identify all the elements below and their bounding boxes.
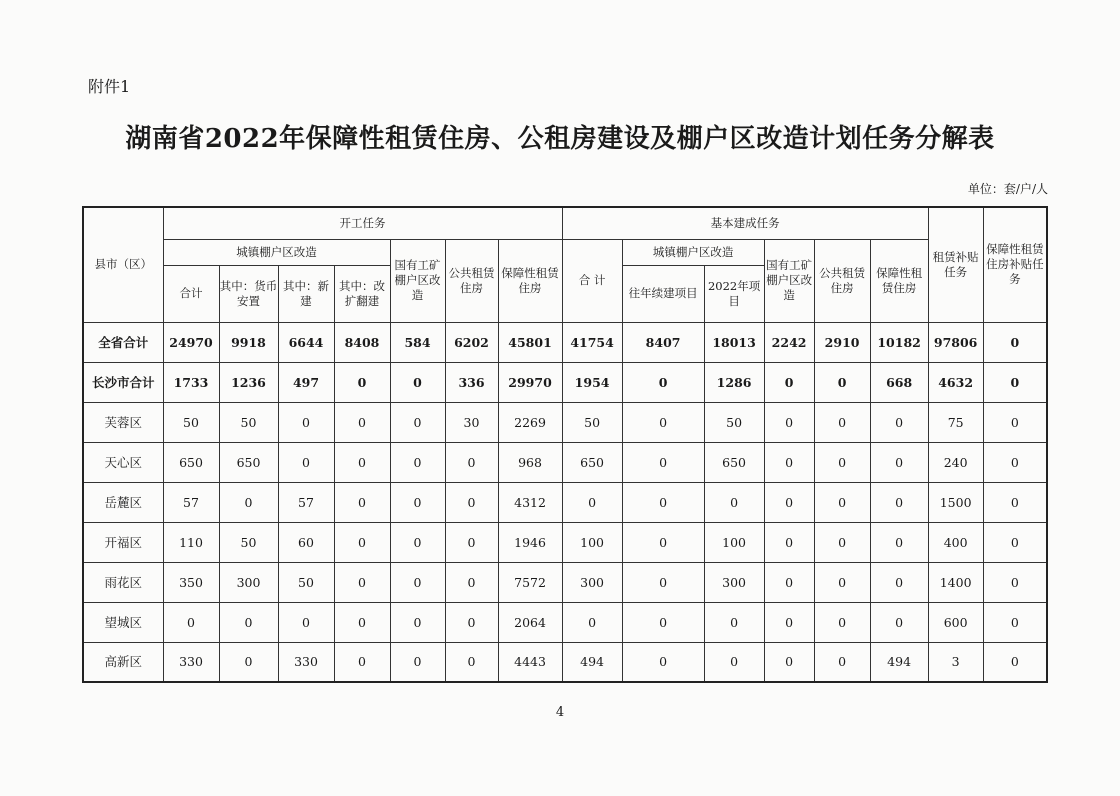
header-group-basic: 基本建成任务 <box>562 207 928 239</box>
cell: 300 <box>562 562 622 602</box>
cell: 650 <box>562 442 622 482</box>
cell: 1286 <box>704 362 764 402</box>
cell: 0 <box>334 642 390 682</box>
cell: 300 <box>704 562 764 602</box>
cell: 60 <box>278 522 334 562</box>
header-2022-projects: 2022年项目 <box>704 265 764 322</box>
cell: 0 <box>983 362 1047 402</box>
cell: 0 <box>445 642 498 682</box>
cell-region: 高新区 <box>83 642 163 682</box>
table-row <box>83 562 1047 602</box>
cell-region: 长沙市合计 <box>83 362 163 402</box>
cell: 0 <box>870 442 928 482</box>
table-row <box>83 362 1047 402</box>
cell: 0 <box>870 482 928 522</box>
cell: 584 <box>390 322 445 362</box>
cell: 6202 <box>445 322 498 362</box>
cell: 3 <box>928 642 983 682</box>
header-guarantee-basic: 保障性租赁住房 <box>870 239 928 322</box>
cell: 0 <box>219 642 278 682</box>
cell: 50 <box>163 402 219 442</box>
cell: 0 <box>983 522 1047 562</box>
cell: 50 <box>562 402 622 442</box>
cell: 110 <box>163 522 219 562</box>
cell: 1954 <box>562 362 622 402</box>
header-shanty-basic: 城镇棚户区改造 <box>622 239 764 265</box>
cell: 0 <box>764 482 814 522</box>
cell: 50 <box>278 562 334 602</box>
cell: 0 <box>814 362 870 402</box>
cell: 0 <box>445 522 498 562</box>
cell: 0 <box>870 602 928 642</box>
cell: 0 <box>562 482 622 522</box>
header-prev-projects: 往年续建项目 <box>622 265 704 322</box>
cell: 0 <box>390 562 445 602</box>
cell: 350 <box>163 562 219 602</box>
cell: 0 <box>278 602 334 642</box>
header-region: 县市（区） <box>83 207 163 322</box>
cell: 0 <box>814 442 870 482</box>
cell: 100 <box>704 522 764 562</box>
cell: 7572 <box>498 562 562 602</box>
cell: 0 <box>278 442 334 482</box>
cell: 0 <box>764 562 814 602</box>
cell: 45801 <box>498 322 562 362</box>
cell: 494 <box>870 642 928 682</box>
cell: 0 <box>983 642 1047 682</box>
table-body <box>83 322 1047 682</box>
header-rent-subsidy: 租赁补贴任务 <box>928 207 983 322</box>
cell: 0 <box>983 442 1047 482</box>
cell: 0 <box>622 442 704 482</box>
header-rebuild: 其中：改扩翻建 <box>334 265 390 322</box>
cell: 0 <box>764 402 814 442</box>
cell: 24970 <box>163 322 219 362</box>
cell: 9918 <box>219 322 278 362</box>
cell: 600 <box>928 602 983 642</box>
header-new: 其中：新建 <box>278 265 334 322</box>
cell: 0 <box>622 482 704 522</box>
cell-region: 望城区 <box>83 602 163 642</box>
cell: 0 <box>764 362 814 402</box>
cell: 29970 <box>498 362 562 402</box>
cell: 0 <box>334 562 390 602</box>
cell: 0 <box>814 562 870 602</box>
cell: 1733 <box>163 362 219 402</box>
cell: 0 <box>445 482 498 522</box>
cell: 75 <box>928 402 983 442</box>
cell: 0 <box>334 442 390 482</box>
cell: 0 <box>334 522 390 562</box>
cell: 0 <box>764 602 814 642</box>
cell: 968 <box>498 442 562 482</box>
cell: 6644 <box>278 322 334 362</box>
cell: 41754 <box>562 322 622 362</box>
header-guarantee-subsidy: 保障性租赁住房补贴任务 <box>983 207 1047 322</box>
cell: 8408 <box>334 322 390 362</box>
cell: 0 <box>983 482 1047 522</box>
cell-region: 开福区 <box>83 522 163 562</box>
cell: 300 <box>219 562 278 602</box>
cell: 0 <box>622 362 704 402</box>
cell: 100 <box>562 522 622 562</box>
cell: 1946 <box>498 522 562 562</box>
cell-region: 天心区 <box>83 442 163 482</box>
cell: 30 <box>445 402 498 442</box>
cell: 1400 <box>928 562 983 602</box>
cell: 4632 <box>928 362 983 402</box>
cell: 18013 <box>704 322 764 362</box>
cell: 336 <box>445 362 498 402</box>
cell-region: 芙蓉区 <box>83 402 163 442</box>
cell: 0 <box>390 522 445 562</box>
header-guarantee-start: 保障性租赁住房 <box>498 239 562 322</box>
header-group-start: 开工任务 <box>163 207 562 239</box>
cell: 2910 <box>814 322 870 362</box>
attachment-label: 附件1 <box>88 77 131 96</box>
cell: 0 <box>983 602 1047 642</box>
table-row <box>83 602 1047 642</box>
cell: 8407 <box>622 322 704 362</box>
cell: 0 <box>390 602 445 642</box>
cell: 650 <box>219 442 278 482</box>
cell-region: 雨花区 <box>83 562 163 602</box>
cell: 0 <box>814 602 870 642</box>
cell: 0 <box>870 402 928 442</box>
cell: 50 <box>219 402 278 442</box>
cell: 57 <box>278 482 334 522</box>
cell: 0 <box>445 602 498 642</box>
cell: 494 <box>562 642 622 682</box>
cell-region: 岳麓区 <box>83 482 163 522</box>
cell: 0 <box>390 642 445 682</box>
cell: 0 <box>983 562 1047 602</box>
cell: 0 <box>334 362 390 402</box>
cell: 0 <box>983 402 1047 442</box>
cell: 10182 <box>870 322 928 362</box>
cell: 2242 <box>764 322 814 362</box>
cell: 57 <box>163 482 219 522</box>
table-row <box>83 642 1047 682</box>
cell: 0 <box>870 562 928 602</box>
cell: 650 <box>704 442 764 482</box>
header-public-basic: 公共租赁住房 <box>814 239 870 322</box>
cell: 1500 <box>928 482 983 522</box>
cell: 497 <box>278 362 334 402</box>
cell: 330 <box>163 642 219 682</box>
task-breakdown-table <box>82 206 1048 683</box>
cell: 400 <box>928 522 983 562</box>
cell: 2269 <box>498 402 562 442</box>
cell: 0 <box>622 642 704 682</box>
header-basic-total: 合 计 <box>562 239 622 322</box>
table-row <box>83 322 1047 362</box>
cell: 0 <box>390 362 445 402</box>
cell: 4312 <box>498 482 562 522</box>
cell: 0 <box>334 602 390 642</box>
cell: 50 <box>704 402 764 442</box>
header-total: 合计 <box>163 265 219 322</box>
header-public-start: 公共租赁住房 <box>445 239 498 322</box>
cell: 0 <box>622 522 704 562</box>
cell: 4443 <box>498 642 562 682</box>
document-title: 湖南省2022年保障性租赁住房、公租房建设及棚户区改造计划任务分解表 <box>125 124 995 154</box>
cell: 330 <box>278 642 334 682</box>
cell-region: 全省合计 <box>83 322 163 362</box>
cell: 0 <box>814 482 870 522</box>
cell: 0 <box>814 642 870 682</box>
cell: 97806 <box>928 322 983 362</box>
cell: 240 <box>928 442 983 482</box>
table-row <box>83 402 1047 442</box>
cell: 0 <box>704 482 764 522</box>
cell: 50 <box>219 522 278 562</box>
cell: 0 <box>814 522 870 562</box>
cell: 0 <box>390 402 445 442</box>
cell: 0 <box>334 402 390 442</box>
cell: 0 <box>219 602 278 642</box>
header-mine-start: 国有工矿棚户区改造 <box>390 239 445 322</box>
cell: 0 <box>870 522 928 562</box>
cell: 668 <box>870 362 928 402</box>
cell: 0 <box>278 402 334 442</box>
table-row <box>83 442 1047 482</box>
header-currency: 其中：货币安置 <box>219 265 278 322</box>
cell: 0 <box>334 482 390 522</box>
cell: 2064 <box>498 602 562 642</box>
table-row <box>83 482 1047 522</box>
unit-label: 单位：套/户/人 <box>967 182 1048 196</box>
cell: 1236 <box>219 362 278 402</box>
cell: 0 <box>445 442 498 482</box>
cell: 0 <box>562 602 622 642</box>
table-row <box>83 522 1047 562</box>
page-number: 4 <box>555 705 565 720</box>
cell: 0 <box>390 482 445 522</box>
cell: 0 <box>390 442 445 482</box>
cell: 0 <box>704 602 764 642</box>
cell: 0 <box>764 522 814 562</box>
cell: 0 <box>622 402 704 442</box>
cell: 0 <box>622 602 704 642</box>
cell: 0 <box>163 602 219 642</box>
cell: 0 <box>814 402 870 442</box>
header-shanty-start: 城镇棚户区改造 <box>163 239 390 265</box>
cell: 0 <box>983 322 1047 362</box>
cell: 0 <box>622 562 704 602</box>
cell: 0 <box>445 562 498 602</box>
cell: 0 <box>764 642 814 682</box>
cell: 0 <box>219 482 278 522</box>
cell: 0 <box>764 442 814 482</box>
cell: 0 <box>704 642 764 682</box>
header-mine-basic: 国有工矿棚户区改造 <box>764 239 814 322</box>
cell: 650 <box>163 442 219 482</box>
